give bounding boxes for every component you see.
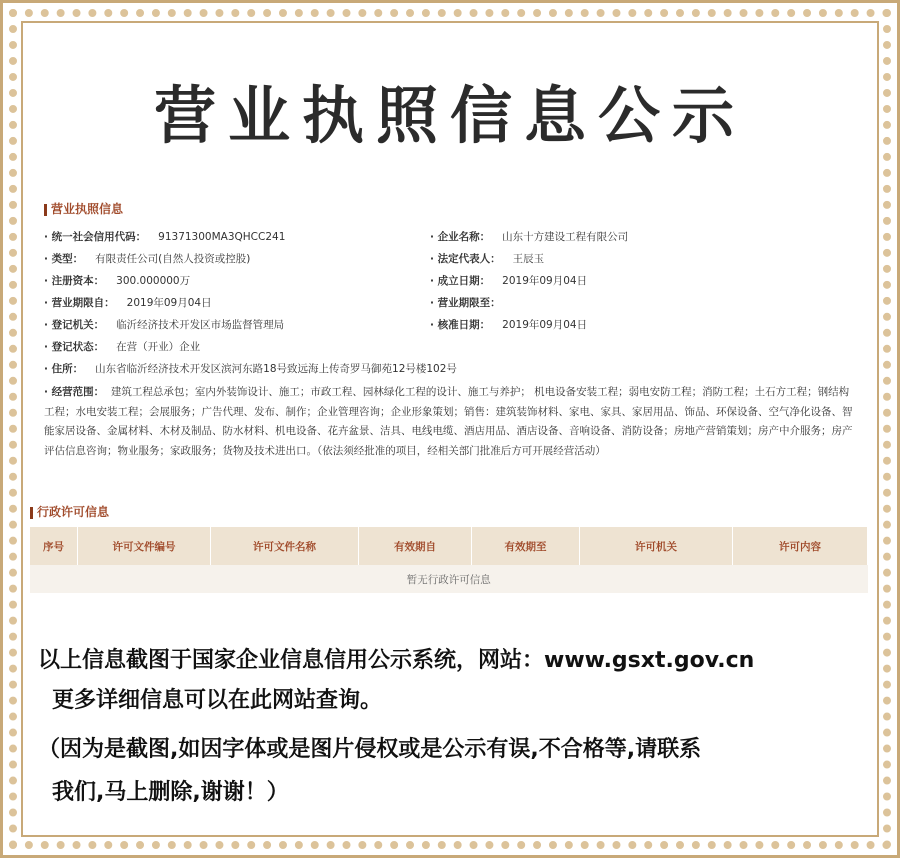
field-label: · 成立日期：: [430, 275, 490, 287]
field-label: · 法定代表人：: [430, 253, 501, 265]
permit-heading-text: 行政许可信息: [37, 505, 110, 519]
field-value: 山东十方建设工程有限公司: [502, 231, 629, 243]
field-legal-rep: [430, 251, 544, 266]
field-type: [44, 251, 250, 266]
field-approval-date: [430, 317, 587, 332]
field-label: · 注册资本：: [44, 275, 104, 287]
field-label: · 经营范围：: [44, 386, 104, 398]
field-value: 在营（开业）企业: [116, 341, 201, 353]
empty-message: 暂无行政许可信息: [30, 565, 868, 593]
field-label: · 住所：: [44, 363, 83, 375]
field-value: 2019年09月04日: [126, 297, 212, 309]
field-value: 2019年09月04日: [502, 275, 588, 287]
license-heading-text: 营业执照信息: [51, 202, 124, 216]
field-value: 有限责任公司(自然人投资或控股): [95, 253, 251, 265]
field-established: [430, 273, 587, 288]
field-value: 王辰玉: [512, 253, 545, 265]
field-value: 山东省临沂经济技术开发区滨河东路18号致远海上传奇罗马御苑12号楼102号: [95, 363, 457, 375]
field-label: · 营业期限自：: [44, 297, 115, 309]
field-term-to: [430, 295, 513, 310]
note-source: 以上信息截图于国家企业信息信用公示系统，网站：www.gsxt.gov.cn: [38, 648, 755, 673]
field-value: 建筑工程总承包；室内外装饰设计、施工；市政工程、园林绿化工程的设计、施工与养护； 机电设备安装工程；弱电安防工程；消防工程；土石方工程；钢结构工程；水电安装工程；会展服务；广告代理、发布、制作；企业管理咨询；企业形象策划；销售：建筑装饰材料、家电、家具、家居用品、饰品、环保设备、空气净化设备、智能家居设备、金属材料、木材及制品、防水材料、机电设备、花卉盆景、洁具、电线电缆、酒店用品、酒店设备、音响设备、消防设备；房地产营销策划；房产中介服务；房产评估信息咨询；物业服务；家政服务；货物及技术进出口。（依法须经批准的项目，经相关部门批准后方可开展经营活动）: [44, 386, 853, 457]
permit-section-heading: [30, 503, 109, 520]
field-label: · 营业期限至：: [430, 297, 501, 309]
table-header-row: [30, 527, 868, 565]
field-value: 2019年09月04日: [502, 319, 588, 331]
field-label: · 企业名称：: [430, 231, 490, 243]
page-title: 营业执照信息公示: [153, 79, 746, 152]
heading-marker: [44, 204, 47, 216]
license-section-heading: [44, 200, 123, 217]
field-label: · 核准日期：: [430, 319, 490, 331]
field-value: 临沂经济技术开发区市场监督管理局: [116, 319, 285, 331]
column-header: 许可内容: [733, 527, 868, 565]
field-label: · 登记状态：: [44, 341, 104, 353]
field-value: 300.000000万: [116, 275, 191, 287]
column-header: 序号: [30, 527, 78, 565]
column-header: 许可文件编号: [78, 527, 211, 565]
field-label: · 登记机关：: [44, 319, 104, 331]
field-scope: [44, 383, 856, 461]
field-address: [44, 361, 457, 376]
column-header: 有效期至: [472, 527, 580, 565]
note-more-info: 更多详细信息可以在此网站查询。: [52, 688, 383, 713]
field-value: 91371300MA3QHCC241: [158, 231, 286, 243]
field-label: · 类型：: [44, 253, 83, 265]
note-disclaimer: （因为是截图,如因字体或是图片侵权或是公示有误,不合格等,请联系: [38, 737, 702, 762]
column-header: 许可机关: [580, 527, 733, 565]
heading-marker: [30, 507, 33, 519]
field-label: · 统一社会信用代码：: [44, 231, 146, 243]
column-header: 有效期自: [359, 527, 472, 565]
note-disclaimer-end: 我们,马上删除,谢谢！）: [52, 780, 289, 805]
column-header: 许可文件名称: [211, 527, 359, 565]
field-authority: [44, 317, 284, 332]
field-credit-code: [44, 229, 285, 244]
field-status: [44, 339, 200, 354]
field-company-name: [430, 229, 628, 244]
field-capital: [44, 273, 190, 288]
permit-table: [30, 527, 868, 593]
table-row: [30, 565, 868, 593]
field-term-from: [44, 295, 212, 310]
